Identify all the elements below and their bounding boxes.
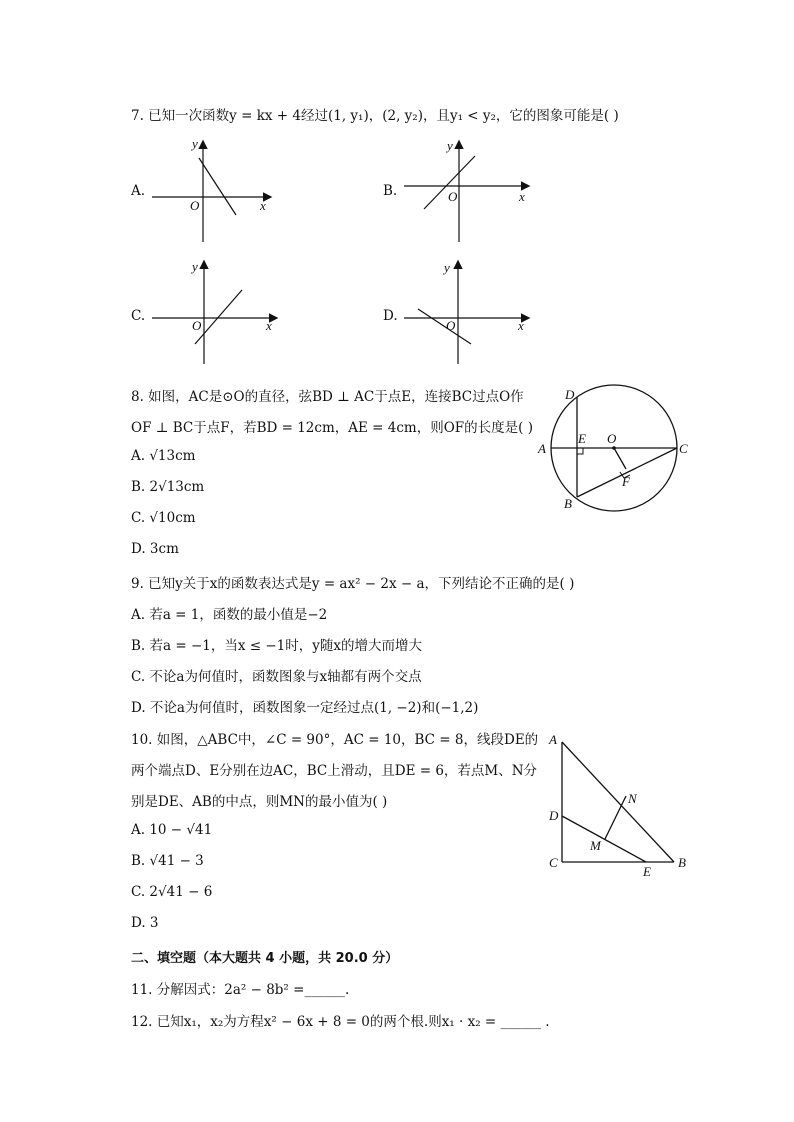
q7-graph-c <box>148 258 288 368</box>
section-2-heading: 二、填空题（本大题共 4 小题，共 20.0 分） <box>131 951 399 966</box>
q7-option-b-letter[interactable]: B. <box>383 183 398 199</box>
q7-b-origin: O <box>448 189 458 204</box>
q7-b-x-label: x <box>519 189 525 204</box>
q11-stem: 11. 分解因式：2a² − 8b² =______. <box>131 982 350 998</box>
q7-stem: 7. 已知一次函数y = kx + 4经过(1, y₁)，(2, y₂)，且y₁ < y₂，它的图象可能是( ) <box>131 108 619 124</box>
q7-c-origin: O <box>192 318 202 333</box>
q10-label-b: B <box>678 855 686 870</box>
q8-label-a: A <box>538 441 546 456</box>
q7-b-y-label: y <box>447 138 453 153</box>
q10-label-d: D <box>549 808 559 823</box>
q9-option-b[interactable]: B. 若a = −1，当x ≤ −1时，y随x的增大而增大 <box>131 638 422 654</box>
q7-graph-d <box>400 258 540 368</box>
q10-label-a: A <box>549 732 557 747</box>
q10-option-c[interactable]: C. 2√41 − 6 <box>131 884 213 900</box>
q10-stem-line2: 两个端点D、E分别在边AC，BC上滑动，且DE = 6，若点M、N分 <box>131 763 538 779</box>
q9-option-d[interactable]: D. 不论a为何值时，函数图象一定经过点(1, −2)和(−1,2) <box>131 700 479 716</box>
q10-option-b[interactable]: B. √41 − 3 <box>131 853 204 869</box>
q7-option-d-letter[interactable]: D. <box>383 308 398 324</box>
q9-stem: 9. 已知y关于x的函数表达式是y = ax² − 2x − a，下列结论不正确的是( ) <box>131 576 575 592</box>
q7-a-origin: O <box>190 198 200 213</box>
q10-option-d[interactable]: D. 3 <box>131 915 159 931</box>
q10-option-a[interactable]: A. 10 − √41 <box>131 822 213 838</box>
q7-d-x-label: x <box>518 318 524 333</box>
q10-label-m: M <box>590 838 601 853</box>
q7-a-y-label: y <box>192 136 198 151</box>
q7-c-y-label: y <box>192 259 198 274</box>
q8-label-o: O <box>607 431 617 446</box>
q7-d-y-label: y <box>444 260 450 275</box>
q7-option-c-letter[interactable]: C. <box>131 308 146 324</box>
q10-stem-line1: 10. 如图，△ABC中，∠C = 90°，AC = 10，BC = 8，线段DE的 <box>131 732 539 748</box>
q9-option-c[interactable]: C. 不论a为何值时，函数图象与x轴都有两个交点 <box>131 669 422 685</box>
q8-circle-figure <box>536 384 696 514</box>
q10-stem-line3: 别是DE、AB的中点，则MN的最小值为( ) <box>131 794 388 810</box>
q7-c-x-label: x <box>266 318 272 333</box>
q8-stem-line2: OF ⊥ BC于点F，若BD = 12cm，AE = 4cm，则OF的长度是( ) <box>131 420 533 436</box>
q8-label-b: B <box>564 496 572 511</box>
q9-option-a[interactable]: A. 若a = 1，函数的最小值是−2 <box>131 607 328 623</box>
q7-graph-b <box>400 138 540 248</box>
q8-label-e: E <box>578 431 586 446</box>
q8-stem-line1: 8. 如图，AC是⊙O的直径，弦BD ⊥ AC于点E，连接BC过点O作 <box>131 389 524 405</box>
q7-graph-a <box>148 138 278 248</box>
q7-d-origin: O <box>446 318 456 333</box>
q8-label-c: C <box>679 441 688 456</box>
q8-label-f: F <box>622 474 630 489</box>
q10-label-c: C <box>549 855 558 870</box>
q8-label-d: D <box>565 387 575 402</box>
q8-option-d[interactable]: D. 3cm <box>131 541 179 557</box>
q8-option-a[interactable]: A. √13cm <box>131 448 196 464</box>
q8-option-b[interactable]: B. 2√13cm <box>131 479 205 495</box>
q10-triangle-figure <box>544 730 694 880</box>
q7-option-a-letter[interactable]: A. <box>131 183 146 199</box>
q10-label-n: N <box>628 791 637 806</box>
q10-label-e: E <box>643 864 651 879</box>
q7-a-x-label: x <box>260 198 266 213</box>
q8-option-c[interactable]: C. √10cm <box>131 510 196 526</box>
q12-stem: 12. 已知x₁，x₂为方程x² − 6x + 8 = 0的两个根.则x₁ · x₂ = ______ . <box>131 1014 550 1030</box>
